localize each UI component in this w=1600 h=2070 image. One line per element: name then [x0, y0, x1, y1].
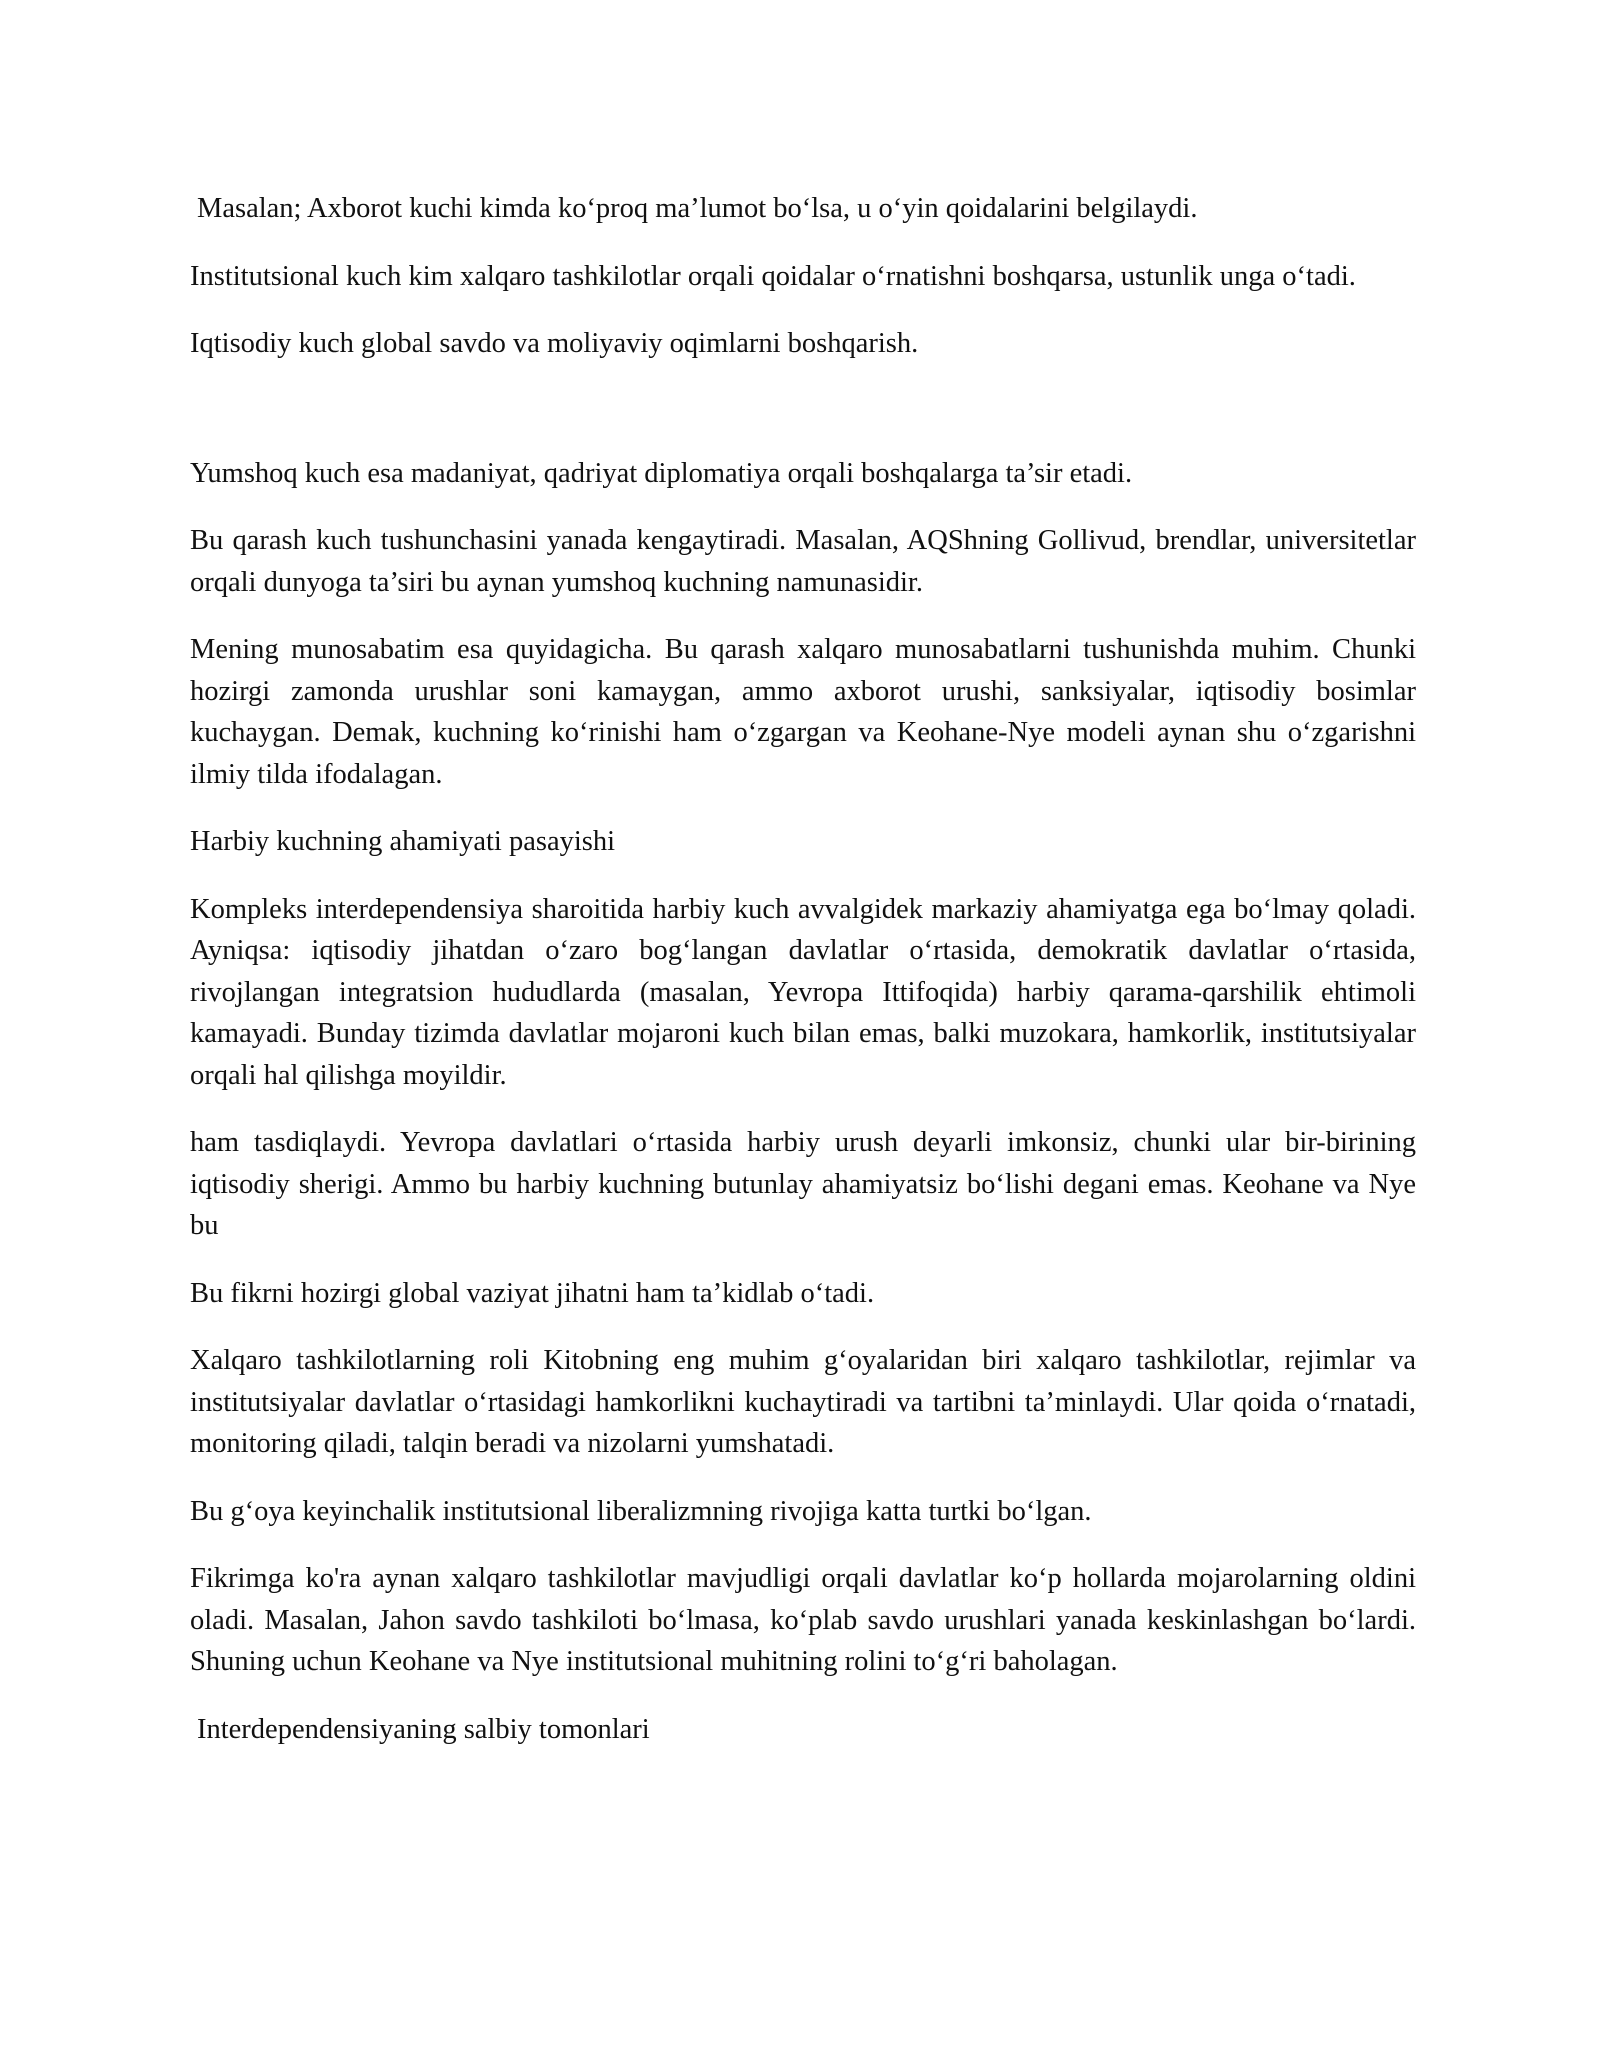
paragraph-institutional-liberalism: Bu g‘oya keyinchalik institutsional liberalizmning rivojiga katta turtki bo‘lgan. — [190, 1495, 1092, 1527]
paragraph-complex-interdependence: Kompleks interdependensiya sharoitida harbiy kuch avvalgidek markaziy ahamiyatga ega bo‘lmay qoladi. Ayniqsa: iqtisodiy jihatdan o‘zaro bog‘langan davlatlar o‘rtasida, demokratik davlatlar o‘rtasida, rivojlangan integratsion hududlarda (masalan, Yevropa Ittifoqida) harbiy qarama-qarshilik ehtimoli kamayadi. Bunday tizimda davlatlar mojaroni kuch bilan emas, balki muzokara, hamkorlik, institutsiyalar orqali hal qilishga moyildir. — [190, 893, 1416, 1091]
paragraph-institutional-power: Institutsional kuch kim xalqaro tashkilotlar orqali qoidalar o‘rnatishni boshqarsa, ustunlik unga o‘tadi. — [190, 260, 1356, 292]
paragraph-international-organizations: Xalqaro tashkilotlarning roli Kitobning eng muhim g‘oyalaridan biri xalqaro tashkilotlar, rejimlar va institutsiyalar davlatlar o‘rtasidagi hamkorlikni kuchaytiradi va tartibni ta’minlaydi. Ular qoida o‘rnatadi, monitoring qiladi, talqin beradi va nizolarni yumshatadi. — [190, 1345, 1416, 1459]
paragraph-economic-power: Iqtisodiy kuch global savdo va moliyaviy oqimlarni boshqarish. — [190, 328, 919, 359]
section-heading-negative-sides: Interdependensiyaning salbiy tomonlari — [197, 1713, 650, 1745]
paragraph-global-situation: Bu fikrni hozirgi global vaziyat jihatni ham ta’kidlab o‘tadi. — [190, 1277, 875, 1309]
paragraph-soft-power: Yumshoq kuch esa madaniyat, qadriyat diplomatiya orqali boshqalarga ta’sir etadi. — [190, 457, 1133, 489]
paragraph-soft-power-example: Bu qarash kuch tushunchasini yanada kengaytiradi. Masalan, AQShning Gollivud, brendlar, universitetlar orqali dunyoga ta’siri bu aynan yumshoq kuchning namunasidir. — [190, 525, 1416, 598]
paragraph-europe-example: ham tasdiqlaydi. Yevropa davlatlari o‘rtasida harbiy urush deyarli imkonsiz, chunki ular bir-birining iqtisodiy sherigi. Ammo bu harbiy kuchning butunlay ahamiyatsiz bo‘lishi degani emas. Keohane va Nye bu — [190, 1127, 1416, 1241]
section-heading-military-power: Harbiy kuchning ahamiyati pasayishi — [190, 826, 616, 857]
paragraph-wto-example: Fikrimga ko'ra aynan xalqaro tashkilotlar mavjudligi orqali davlatlar ko‘p hollarda mojarolarning oldini oladi. Masalan, Jahon savdo tashkiloti bo‘lmasa, ko‘plab savdo urushlari yanada keskinlashgan bo‘lardi. Shuning uchun Keohane va Nye institutsional muhitning rolini to‘g‘ri baholagan. — [190, 1563, 1416, 1677]
paragraph-information-power: Masalan; Axborot kuchi kimda ko‘proq ma’lumot bo‘lsa, u o‘yin qoidalarini belgilaydi. — [197, 193, 1198, 224]
paragraph-author-opinion: Mening munosabatim esa quyidagicha. Bu qarash xalqaro munosabatlarni tushunishda muhim. Chunki hozirgi zamonda urushlar soni kamaygan, ammo axborot urushi, sanksiyalar, iqtisodiy bosimlar kuchaygan. Demak, kuchning ko‘rinishi ham o‘zgargan va Keohane-Nye modeli aynan shu o‘zgarishni ilmiy tilda ifodalagan. — [190, 634, 1416, 790]
document-body — [190, 188, 1416, 1776]
